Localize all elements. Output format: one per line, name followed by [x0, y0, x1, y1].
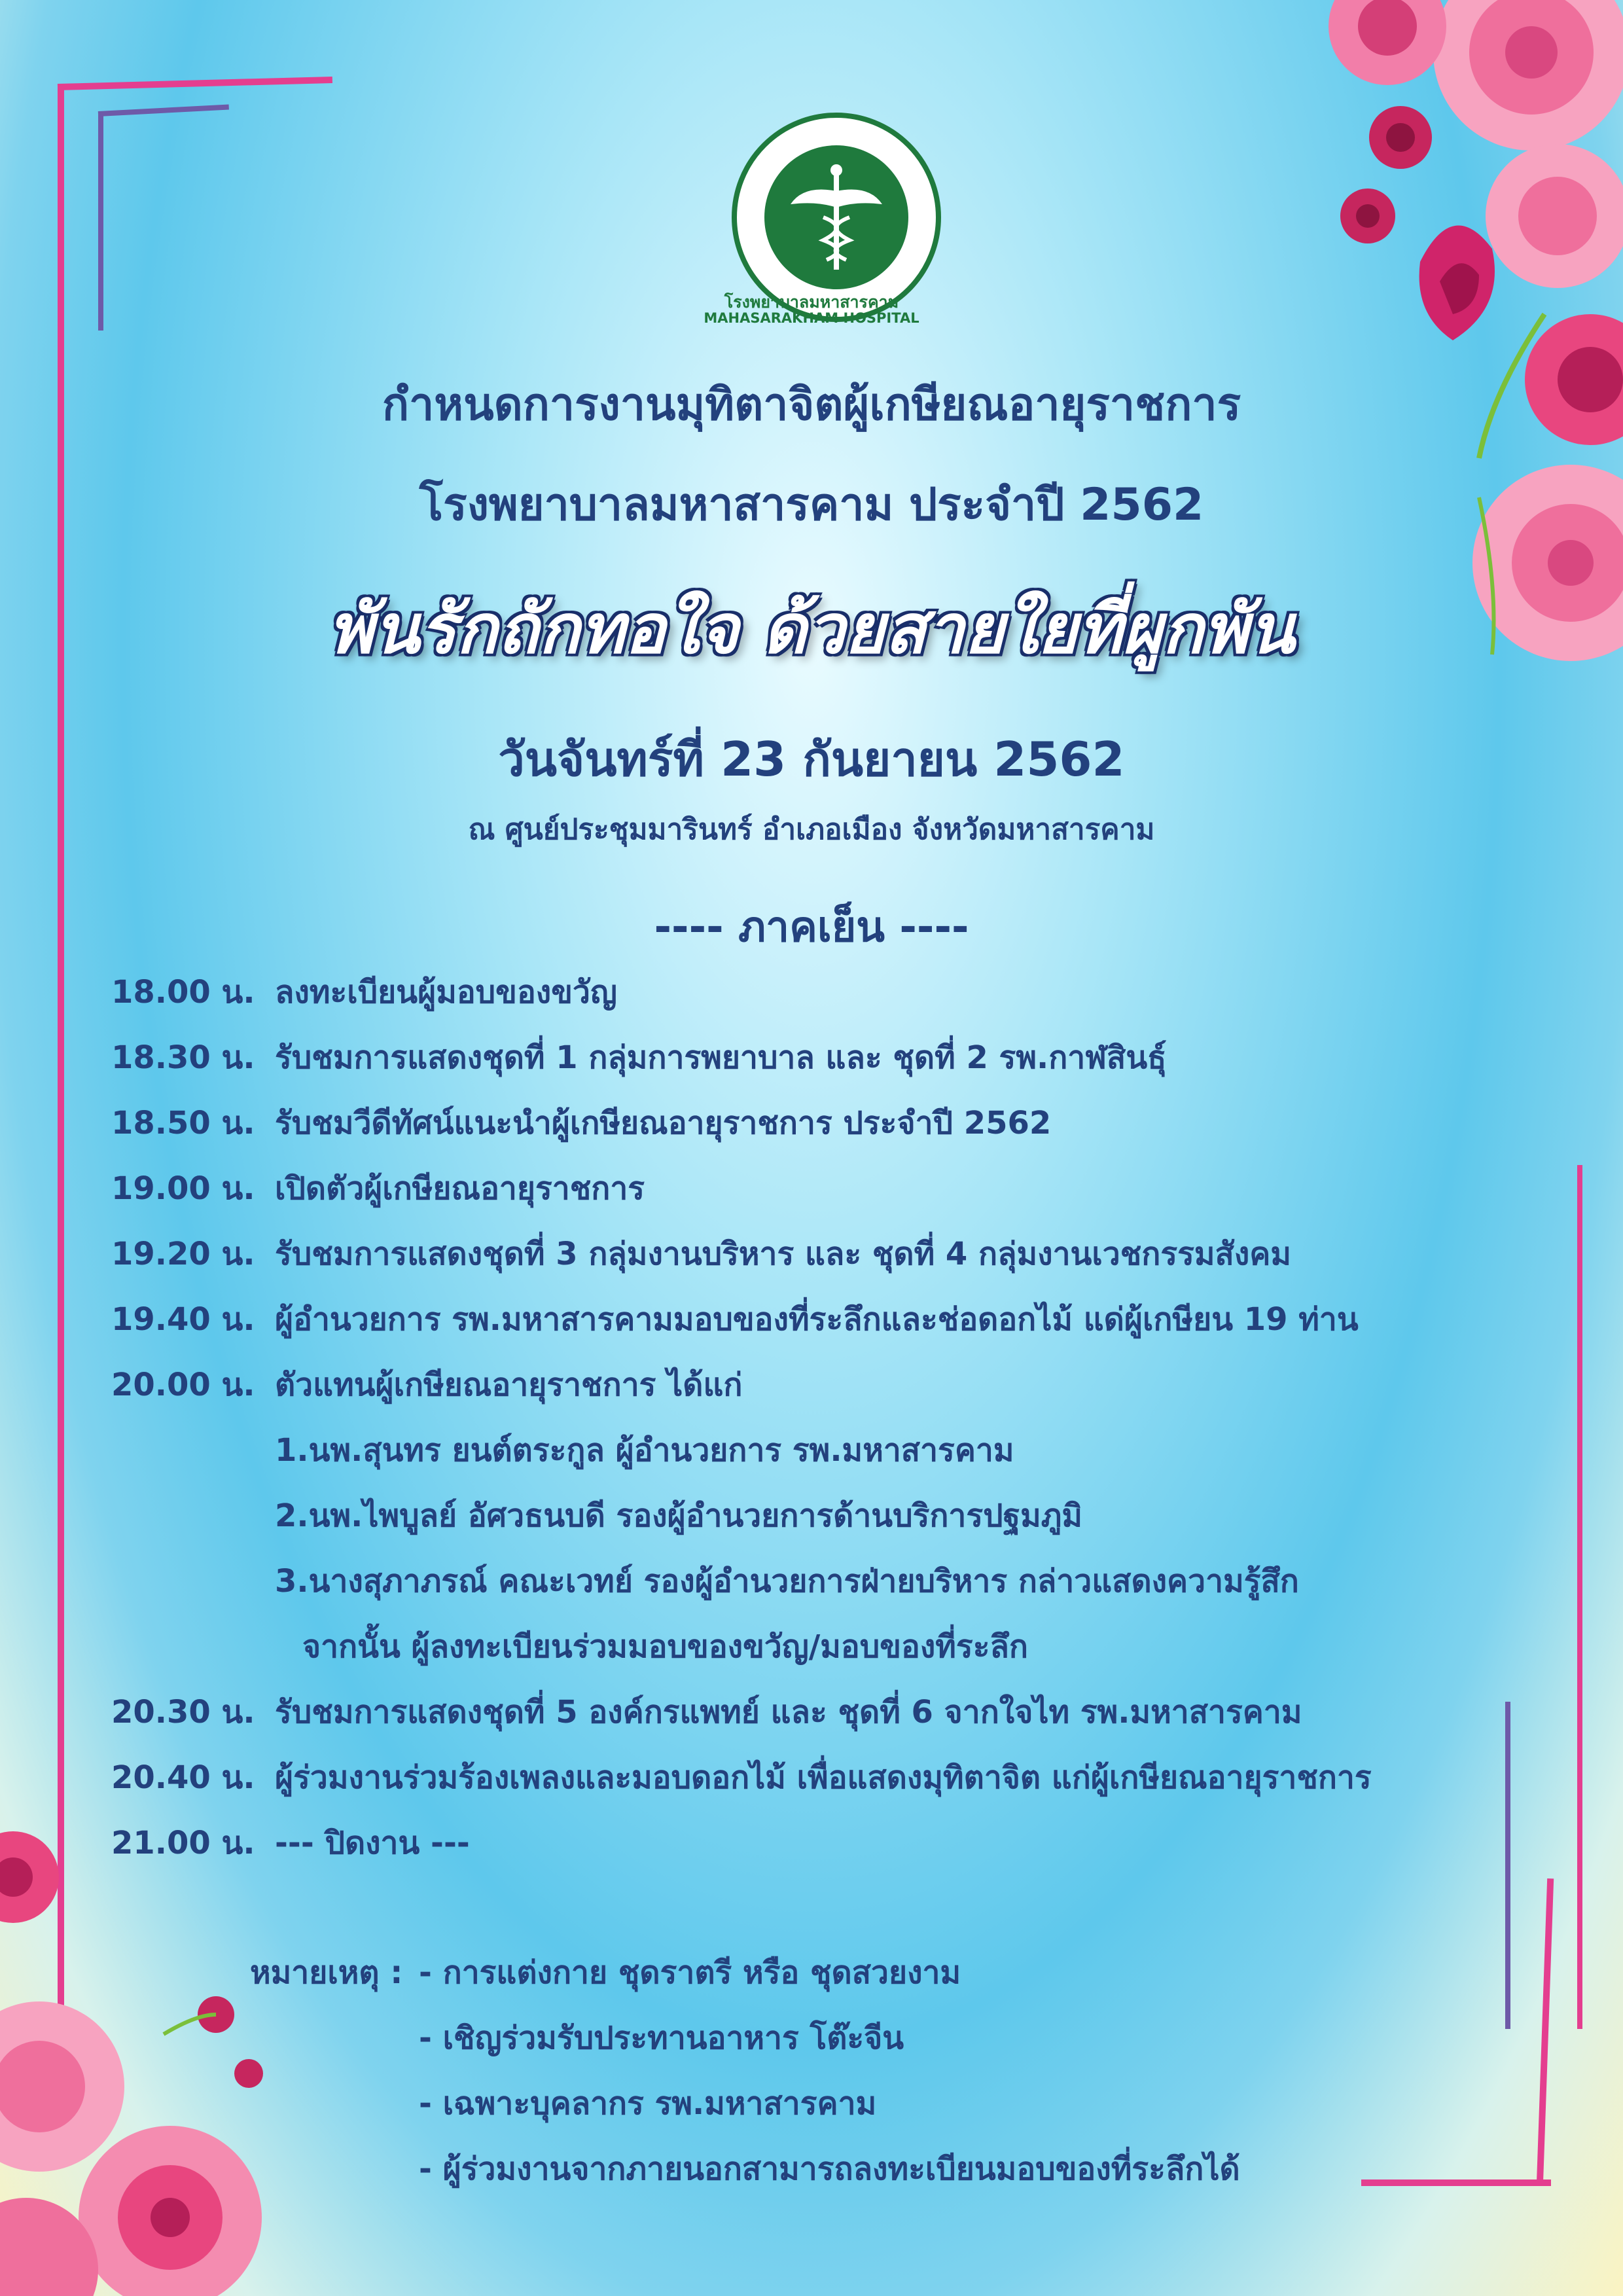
schedule-time: 20.30 น.: [111, 1694, 255, 1731]
schedule-desc: รับชมการแสดงชุดที่ 3 กลุ่มงานบริหาร และ ชุดที่ 4 กลุ่มงานเวชกรรมสังคม: [275, 1236, 1292, 1272]
representative-name: 3.นางสุภาภรณ์ คณะเวทย์ รองผู้อำนวยการฝ่ายบริหาร กล่าวแสดงความรู้สึก: [275, 1563, 1299, 1600]
schedule-desc: ลงทะเบียนผู้มอบของขวัญ: [275, 974, 617, 1011]
flower-decoration-bottom-left: [0, 1799, 308, 2296]
schedule-time: 21.00 น.: [111, 1825, 255, 1861]
schedule-time: 20.00 น.: [111, 1367, 255, 1403]
slogan: พันรักถักทอใจ ด้วยสายใยที่ผูกพัน: [328, 589, 1295, 669]
frame-accent-right-inner: [1505, 1702, 1510, 2029]
schedule-desc: ผู้ร่วมงานร่วมร้องเพลงและมอบดอกไม้ เพื่อแสดงมุทิตาจิต แก่ผู้เกษียณอายุราชการ: [275, 1759, 1372, 1796]
note-item: - การแต่งกาย ชุดราตรี หรือ ชุดสวยงาม: [419, 1954, 961, 1991]
representative-name: 2.นพ.ไพบูลย์ อัศวธนบดี รองผู้อำนวยการด้านบริการปฐมภูมิ: [275, 1498, 1083, 1534]
logo-hospital-name-th: โรงพยาบาลมหาสารคาม: [724, 293, 899, 312]
caduceus-emblem: [764, 145, 908, 289]
note-item: - เฉพาะบุคลากร รพ.มหาสารคาม: [419, 2085, 877, 2122]
logo-hospital-name-en: MAHASARAKHAM HOSPITAL: [704, 310, 919, 326]
after-representatives-text: จากนั้น ผู้ลงทะเบียนร่วมมอบของขวัญ/มอบของที่ระลึก: [302, 1628, 1028, 1665]
schedule-time: 20.40 น.: [111, 1759, 255, 1796]
notes-label: หมายเหตุ :: [250, 1954, 403, 1991]
note-item: - ผู้ร่วมงานจากภายนอกสามารถลงทะเบียนมอบของที่ระลึกได้: [419, 2151, 1240, 2187]
frame-line-bottom-right: [1361, 2179, 1551, 2186]
schedule-time: 18.00 น.: [111, 974, 255, 1011]
schedule-time: 19.40 น.: [111, 1301, 255, 1338]
event-date: วันจันทร์ที่ 23 กันยายน 2562: [498, 732, 1125, 787]
schedule-time: 18.50 น.: [111, 1105, 255, 1141]
caduceus-icon: [764, 145, 908, 289]
representative-name: 1.นพ.สุนทร ยนต์ตระกูล ผู้อำนวยการ รพ.มหาสารคาม: [275, 1432, 1014, 1469]
event-venue: ณ ศูนย์ประชุมมารินทร์ อำเภอเมือง จังหวัดมหาสารคาม: [468, 813, 1155, 846]
schedule-desc: รับชมการแสดงชุดที่ 5 องค์กรแพทย์ และ ชุดที่ 6 จากใจไท รพ.มหาสารคาม: [275, 1694, 1302, 1731]
schedule-desc: รับชมวีดีทัศน์แนะนำผู้เกษียณอายุราชการ ประจำปี 2562: [275, 1105, 1052, 1141]
schedule-time: 18.30 น.: [111, 1039, 255, 1076]
title-line-2: โรงพยาบาลมหาสารคาม ประจำปี 2562: [419, 479, 1204, 531]
schedule-desc: ตัวแทนผู้เกษียณอายุราชการ ได้แก่: [275, 1367, 743, 1403]
frame-accent-right: [1577, 1165, 1582, 2029]
schedule-desc: ผู้อำนวยการ รพ.มหาสารคามมอบของที่ระลึกและช่อดอกไม้ แด่ผู้เกษียน 19 ท่าน: [275, 1301, 1359, 1338]
schedule-time: 19.00 น.: [111, 1170, 255, 1207]
title-line-1: กำหนดการงานมุทิตาจิตผู้เกษียณอายุราชการ: [382, 379, 1241, 431]
schedule-desc: --- ปิดงาน ---: [275, 1825, 470, 1861]
schedule-desc: รับชมการแสดงชุดที่ 1 กลุ่มการพยาบาล และ ชุดที่ 2 รพ.กาฬสินธุ์: [275, 1039, 1167, 1076]
note-item: - เชิญร่วมรับประทานอาหาร โต๊ะจีน: [419, 2020, 904, 2056]
schedule-desc: เปิดตัวผู้เกษียณอายุราชการ: [275, 1170, 645, 1207]
session-heading: ---- ภาคเย็น ----: [654, 903, 969, 952]
schedule-time: 19.20 น.: [111, 1236, 255, 1272]
